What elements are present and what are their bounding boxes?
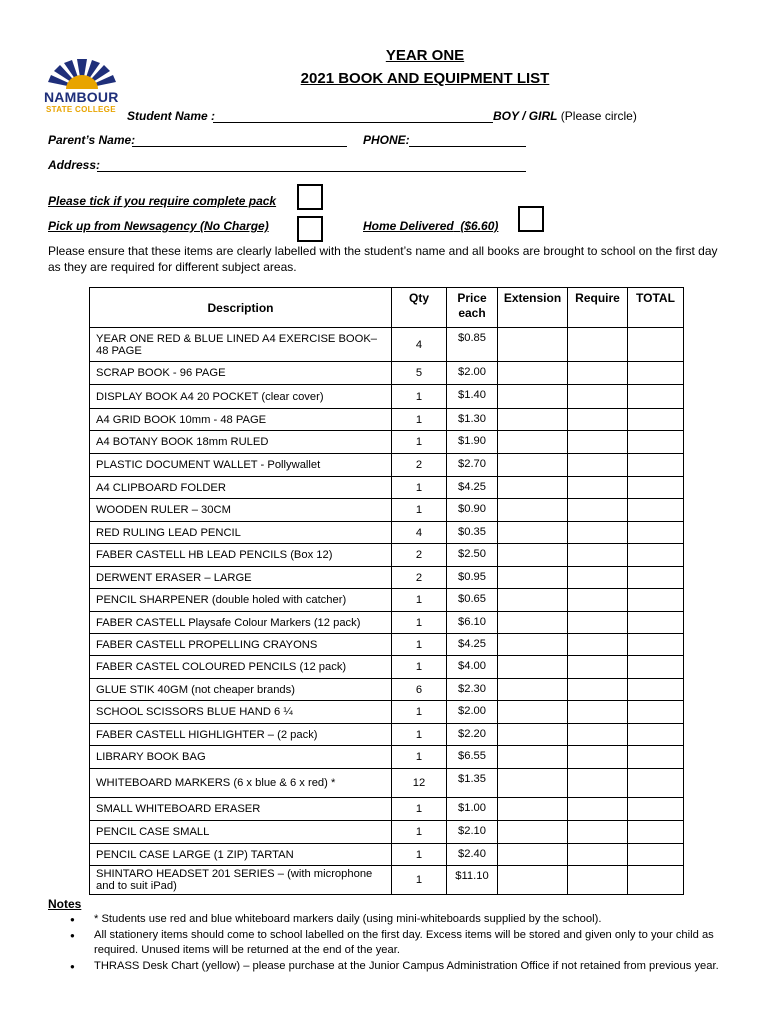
title-line-2: 2021 BOOK AND EQUIPMENT LIST <box>300 70 550 87</box>
total-cell[interactable] <box>628 454 684 477</box>
total-cell[interactable] <box>628 499 684 522</box>
table-header-row <box>90 288 684 328</box>
extension-cell[interactable] <box>498 821 568 844</box>
total-cell[interactable] <box>628 866 684 895</box>
item-price: $4.25 <box>447 477 498 499</box>
extension-cell[interactable] <box>498 679 568 701</box>
table-row <box>90 589 684 612</box>
parent-name-label: Parent’s Name: <box>48 133 136 147</box>
item-price: $2.20 <box>447 724 498 746</box>
table-row <box>90 409 684 431</box>
total-cell[interactable] <box>628 477 684 499</box>
require-cell[interactable] <box>568 634 628 656</box>
item-description: SCHOOL SCISSORS BLUE HAND 6 ¼ <box>90 701 392 724</box>
item-qty: 1 <box>392 724 447 746</box>
item-price: $0.95 <box>447 567 498 589</box>
item-description: FABER CASTELL HIGHLIGHTER – (2 pack) <box>90 724 392 746</box>
extension-cell[interactable] <box>498 866 568 895</box>
complete-pack-checkbox[interactable] <box>297 184 323 210</box>
item-description: PENCIL SHARPENER (double holed with catcher) <box>90 589 392 612</box>
item-description: FABER CASTELL Playsafe Colour Markers (12 pack) <box>90 612 392 634</box>
require-cell[interactable] <box>568 746 628 769</box>
item-price: $0.65 <box>447 589 498 612</box>
total-cell[interactable] <box>628 844 684 866</box>
notes-list <box>48 912 728 975</box>
boy-girl-hint: (Please circle) <box>560 109 637 123</box>
item-description: SHINTARO HEADSET 201 SERIES – (with microphone and to suit iPad) <box>90 866 392 895</box>
require-cell[interactable] <box>568 679 628 701</box>
item-qty: 1 <box>392 634 447 656</box>
table-row <box>90 679 684 701</box>
item-description: WHITEBOARD MARKERS (6 x blue & 6 x red) * <box>90 769 392 798</box>
table-row <box>90 454 684 477</box>
require-cell[interactable] <box>568 821 628 844</box>
col-description: Description <box>90 288 392 328</box>
item-description: DISPLAY BOOK A4 20 POCKET (clear cover) <box>90 385 392 409</box>
address-label: Address: <box>48 158 101 172</box>
home-delivered-price: ($6.60) <box>460 219 499 233</box>
item-qty: 4 <box>392 522 447 544</box>
total-cell[interactable] <box>628 769 684 798</box>
item-price: $2.50 <box>447 544 498 567</box>
item-qty: 1 <box>392 821 447 844</box>
item-description: RED RULING LEAD PENCIL <box>90 522 392 544</box>
total-cell[interactable] <box>628 328 684 362</box>
col-qty: Qty <box>392 288 447 328</box>
item-description: GLUE STIK 40GM (not cheaper brands) <box>90 679 392 701</box>
item-qty: 1 <box>392 798 447 821</box>
item-price: $2.00 <box>447 362 498 385</box>
require-cell[interactable] <box>568 477 628 499</box>
item-description: FABER CASTEL COLOURED PENCILS (12 pack) <box>90 656 392 679</box>
boy-girl-label[interactable]: BOY / GIRL <box>493 109 558 123</box>
item-description: A4 GRID BOOK 10mm - 48 PAGE <box>90 409 392 431</box>
item-qty: 2 <box>392 567 447 589</box>
item-qty: 2 <box>392 454 447 477</box>
item-qty: 1 <box>392 409 447 431</box>
item-price: $2.40 <box>447 844 498 866</box>
item-description: WOODEN RULER – 30CM <box>90 499 392 522</box>
col-require: Require <box>568 288 628 328</box>
table-row <box>90 362 684 385</box>
table-row <box>90 612 684 634</box>
item-qty: 1 <box>392 866 447 895</box>
total-cell[interactable] <box>628 821 684 844</box>
home-delivered-group <box>363 219 498 233</box>
table-row <box>90 567 684 589</box>
table-row <box>90 866 684 895</box>
table-row <box>90 769 684 798</box>
item-price: $1.00 <box>447 798 498 821</box>
require-cell[interactable] <box>568 589 628 612</box>
extension-cell[interactable] <box>498 612 568 634</box>
require-cell[interactable] <box>568 866 628 895</box>
require-cell[interactable] <box>568 328 628 362</box>
item-qty: 1 <box>392 499 447 522</box>
table-row <box>90 634 684 656</box>
table-row <box>90 656 684 679</box>
item-description: SMALL WHITEBOARD ERASER <box>90 798 392 821</box>
item-price: $4.25 <box>447 634 498 656</box>
item-description: A4 BOTANY BOOK 18mm RULED <box>90 431 392 454</box>
extension-cell[interactable] <box>498 454 568 477</box>
total-cell[interactable] <box>628 522 684 544</box>
total-cell[interactable] <box>628 612 684 634</box>
item-qty: 1 <box>392 701 447 724</box>
item-qty: 4 <box>392 328 447 362</box>
require-cell[interactable] <box>568 362 628 385</box>
require-cell[interactable] <box>568 431 628 454</box>
phone-field[interactable] <box>409 146 526 147</box>
item-description: FABER CASTELL HB LEAD PENCILS (Box 12) <box>90 544 392 567</box>
school-subname: STATE COLLEGE <box>46 105 116 114</box>
total-cell[interactable] <box>628 567 684 589</box>
require-cell[interactable] <box>568 844 628 866</box>
note-text: All stationery items should come to school labelled on the first day. Excess items will be stored and given only to your child as required. Unused items will be returned at the end of the year. <box>94 929 714 956</box>
note-text: THRASS Desk Chart (yellow) – please purchase at the Junior Campus Administration Office if not retained from previous year. <box>94 960 719 972</box>
extension-cell[interactable] <box>498 769 568 798</box>
total-cell[interactable] <box>628 589 684 612</box>
require-cell[interactable] <box>568 769 628 798</box>
total-cell[interactable] <box>628 679 684 701</box>
item-description: PENCIL CASE LARGE (1 ZIP) TARTAN <box>90 844 392 866</box>
item-price: $11.10 <box>447 866 498 895</box>
item-price: $2.30 <box>447 679 498 701</box>
table-row <box>90 821 684 844</box>
total-cell[interactable] <box>628 746 684 769</box>
require-cell[interactable] <box>568 385 628 409</box>
col-price: Price each <box>447 288 498 328</box>
school-name: NAMBOUR <box>44 89 119 105</box>
item-description: A4 CLIPBOARD FOLDER <box>90 477 392 499</box>
require-cell[interactable] <box>568 499 628 522</box>
extension-cell[interactable] <box>498 589 568 612</box>
note-markers <box>48 912 728 927</box>
extension-cell[interactable] <box>498 844 568 866</box>
item-qty: 1 <box>392 656 447 679</box>
total-cell[interactable] <box>628 798 684 821</box>
require-cell[interactable] <box>568 522 628 544</box>
extension-cell[interactable] <box>498 656 568 679</box>
item-price: $0.85 <box>447 328 498 362</box>
item-price: $6.10 <box>447 612 498 634</box>
table-row <box>90 431 684 454</box>
title-line-1: YEAR ONE <box>385 47 465 64</box>
extension-cell[interactable] <box>498 499 568 522</box>
require-cell[interactable] <box>568 409 628 431</box>
col-extension: Extension <box>498 288 568 328</box>
extension-cell[interactable] <box>498 328 568 362</box>
pickup-checkbox[interactable] <box>297 216 323 242</box>
extension-cell[interactable] <box>498 567 568 589</box>
item-qty: 5 <box>392 362 447 385</box>
item-qty: 1 <box>392 589 447 612</box>
table-row <box>90 328 684 362</box>
extension-cell[interactable] <box>498 431 568 454</box>
item-description: FABER CASTELL PROPELLING CRAYONS <box>90 634 392 656</box>
extension-cell[interactable] <box>498 798 568 821</box>
student-name-field[interactable] <box>213 122 493 123</box>
item-description: YEAR ONE RED & BLUE LINED A4 EXERCISE BOOK– 48 PAGE <box>90 328 392 362</box>
table-row <box>90 385 684 409</box>
total-cell[interactable] <box>628 701 684 724</box>
total-cell[interactable] <box>628 544 684 567</box>
item-description: SCRAP BOOK - 96 PAGE <box>90 362 392 385</box>
item-qty: 1 <box>392 612 447 634</box>
table-row <box>90 499 684 522</box>
extension-cell[interactable] <box>498 385 568 409</box>
total-cell[interactable] <box>628 409 684 431</box>
total-cell[interactable] <box>628 634 684 656</box>
item-description: DERWENT ERASER – LARGE <box>90 567 392 589</box>
total-cell[interactable] <box>628 385 684 409</box>
col-total: TOTAL <box>628 288 684 328</box>
item-description: PLASTIC DOCUMENT WALLET - Pollywallet <box>90 454 392 477</box>
item-qty: 1 <box>392 746 447 769</box>
require-cell[interactable] <box>568 544 628 567</box>
require-cell[interactable] <box>568 701 628 724</box>
gender-group <box>493 109 637 123</box>
extension-cell[interactable] <box>498 724 568 746</box>
table-row <box>90 844 684 866</box>
table-row <box>90 746 684 769</box>
total-cell[interactable] <box>628 724 684 746</box>
item-price: $1.40 <box>447 385 498 409</box>
item-price: $2.00 <box>447 701 498 724</box>
item-price: $1.90 <box>447 431 498 454</box>
item-qty: 2 <box>392 544 447 567</box>
item-price: $0.35 <box>447 522 498 544</box>
table-row <box>90 724 684 746</box>
instructions-text: Please ensure that these items are clearly labelled with the student’s name and all books are brought to school on the first day as they are required for different subject areas. <box>48 244 718 274</box>
pickup-label: Pick up from Newsagency (No Charge) <box>48 219 269 233</box>
require-cell[interactable] <box>568 612 628 634</box>
require-cell[interactable] <box>568 724 628 746</box>
extension-cell[interactable] <box>498 522 568 544</box>
table-row <box>90 477 684 499</box>
equipment-table <box>89 287 684 895</box>
parent-name-field[interactable] <box>132 146 347 147</box>
home-delivered-checkbox[interactable] <box>518 206 544 232</box>
extension-cell[interactable] <box>498 362 568 385</box>
total-cell[interactable] <box>628 656 684 679</box>
table-row <box>90 544 684 567</box>
table-row <box>90 798 684 821</box>
complete-pack-label: Please tick if you require complete pack <box>48 194 277 208</box>
extension-cell[interactable] <box>498 409 568 431</box>
item-price: $6.55 <box>447 746 498 769</box>
item-qty: 6 <box>392 679 447 701</box>
item-qty: 1 <box>392 477 447 499</box>
total-cell[interactable] <box>628 431 684 454</box>
phone-label: PHONE: <box>363 133 410 147</box>
item-price: $2.10 <box>447 821 498 844</box>
extension-cell[interactable] <box>498 477 568 499</box>
table-row <box>90 701 684 724</box>
require-cell[interactable] <box>568 567 628 589</box>
item-price: $1.35 <box>447 769 498 798</box>
total-cell[interactable] <box>628 362 684 385</box>
table-row <box>90 522 684 544</box>
item-description: PENCIL CASE SMALL <box>90 821 392 844</box>
require-cell[interactable] <box>568 798 628 821</box>
item-price: $2.70 <box>447 454 498 477</box>
home-delivered-label: Home Delivered <box>363 219 454 233</box>
address-field[interactable] <box>97 171 526 172</box>
extension-cell[interactable] <box>498 701 568 724</box>
item-qty: 1 <box>392 431 447 454</box>
student-name-label: Student Name : <box>127 109 216 123</box>
extension-cell[interactable] <box>498 746 568 769</box>
require-cell[interactable] <box>568 454 628 477</box>
extension-cell[interactable] <box>498 544 568 567</box>
item-qty: 12 <box>392 769 447 798</box>
item-qty: 1 <box>392 844 447 866</box>
item-description: LIBRARY BOOK BAG <box>90 746 392 769</box>
item-price: $1.30 <box>447 409 498 431</box>
require-cell[interactable] <box>568 656 628 679</box>
note-thrass <box>48 959 728 974</box>
item-price: $4.00 <box>447 656 498 679</box>
note-text: * Students use red and blue whiteboard markers daily (using mini-whiteboards supplied by the school). <box>94 913 602 925</box>
item-price: $0.90 <box>447 499 498 522</box>
note-labelling <box>48 928 728 958</box>
item-qty: 1 <box>392 385 447 409</box>
notes-heading: Notes <box>48 897 82 911</box>
extension-cell[interactable] <box>498 634 568 656</box>
